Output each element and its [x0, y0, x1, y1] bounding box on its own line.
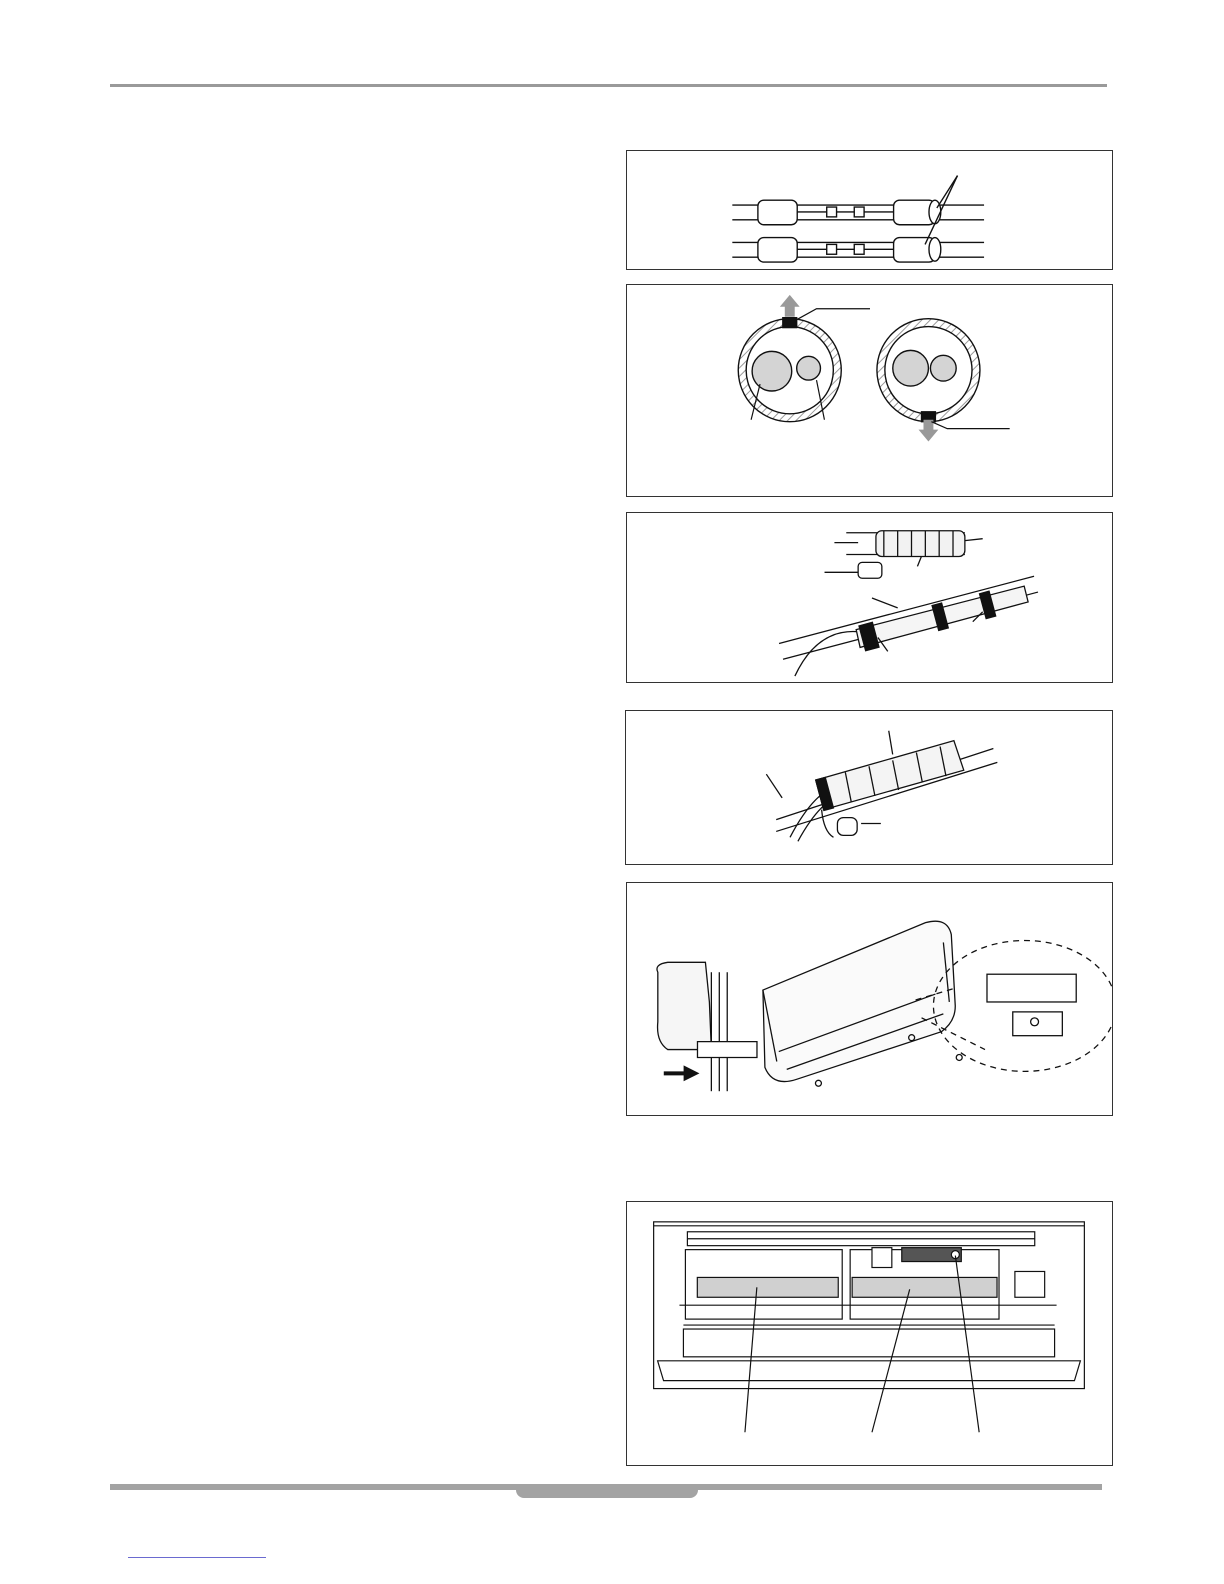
- cross-section-drawing: [627, 285, 1112, 496]
- pipe-connection-drawing: [627, 151, 1112, 269]
- figure-insulation-cross-section: [626, 284, 1113, 497]
- figure-pipe-connection: [626, 150, 1113, 270]
- indoor-unit-mounting-drawing: [627, 883, 1112, 1115]
- figure-pipe-taping: [626, 512, 1113, 683]
- indoor-unit-front-drawing: [627, 1202, 1112, 1465]
- pipe-wrapping-drawing: [626, 711, 1112, 864]
- figure-pipe-wrapping: [625, 710, 1113, 865]
- figure-indoor-unit-front-open: [626, 1201, 1113, 1466]
- figure-indoor-unit-mounting: [626, 882, 1113, 1116]
- pipe-taping-drawing: [627, 513, 1112, 682]
- footer-link-underline: [128, 1557, 266, 1558]
- header-rule: [110, 84, 1107, 87]
- footer-page-tab: [516, 1486, 698, 1498]
